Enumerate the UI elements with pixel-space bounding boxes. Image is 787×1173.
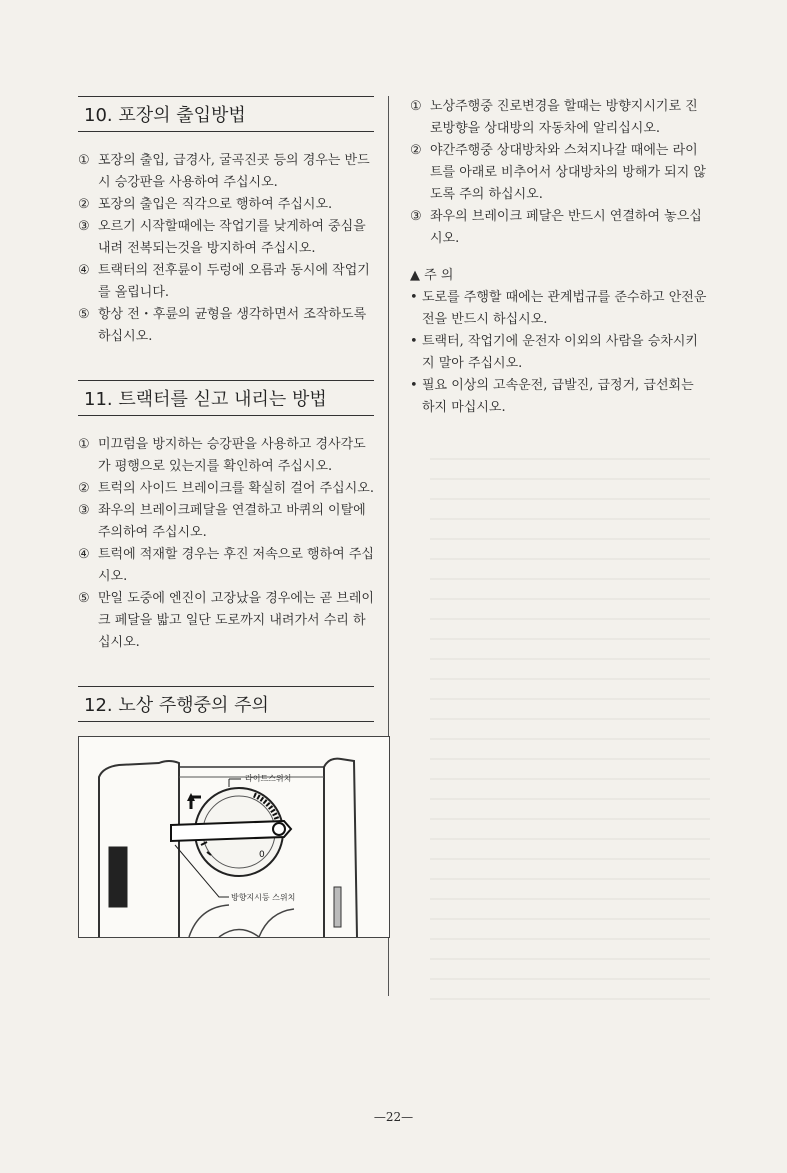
list-item: ② 트럭의 사이드 브레이크를 확실히 걸어 주십시오. <box>78 481 374 496</box>
list-item: ① 미끄럼을 방지하는 승강판을 사용하고 경사각도가 평행으로 있는지를 확인하여 주십시오. <box>78 437 366 474</box>
section-12-title: 12. 노상 주행중의 주의 <box>78 686 374 722</box>
section-11-title: 11. 트랙터를 싣고 내리는 방법 <box>78 380 374 416</box>
bleed-through-text <box>430 440 710 1000</box>
section-10-list <box>78 150 374 348</box>
page-number: —22— <box>373 1110 414 1124</box>
caution-item: • 트랙터, 작업기에 운전자 이외의 사람을 승차시키지 말아 주십시오. <box>410 334 698 371</box>
right-column <box>410 96 710 419</box>
left-column <box>78 96 374 938</box>
turn-signal-switch-label: 방향지시등 스위치 <box>231 893 296 902</box>
list-item: ③ 오르기 시작할때에는 작업기를 낮게하여 중심을 내려 전복되는것을 방지하여 주십시오. <box>78 219 366 256</box>
list-item: ① 노상주행중 진로변경을 할때는 방향지시기로 진로방향을 상대방의 자동차에 알리십시오. <box>410 99 698 136</box>
list-item: ④ 트럭에 적재할 경우는 후진 저속으로 행하여 주십시오. <box>78 547 374 584</box>
list-item: ③ 좌우의 브레이크페달을 연결하고 바퀴의 이탈에 주의하여 주십시오. <box>78 503 366 540</box>
svg-text:0: 0 <box>259 850 265 860</box>
list-item: ① 포장의 출입, 급경사, 굴곡진곳 등의 경우는 반드시 승강판을 사용하여 주십시오. <box>78 153 370 190</box>
list-item: ④ 트랙터의 전후륜이 두렁에 오름과 동시에 작업기를 올립니다. <box>78 263 370 300</box>
light-switch-label: 라이트스위치 <box>245 774 292 783</box>
section-11-list <box>78 434 374 654</box>
caution-list <box>410 287 710 419</box>
list-item: ⑤ 만일 도중에 엔진이 고장났을 경우에는 곧 브레이크 페달을 밟고 일단 도로까지 내려가서 수리 하십시오. <box>78 591 374 650</box>
section-10-title: 10. 포장의 출입방법 <box>78 96 374 132</box>
dashboard-illustration <box>79 737 389 937</box>
caution-item: • 필요 이상의 고속운전, 급발진, 급정거, 급선회는 하지 마십시오. <box>410 378 694 415</box>
list-item: ⑤ 항상 전・후륜의 균형을 생각하면서 조작하도록 하십시오. <box>78 307 367 344</box>
caution-item: • 도로를 주행할 때에는 관계법규를 준수하고 안전운전을 반드시 하십시오. <box>410 290 707 327</box>
list-item: ② 포장의 출입은 직각으로 행하여 주십시오. <box>78 197 333 212</box>
caution-heading: ▲ 주 의 <box>410 268 454 283</box>
list-item: ③ 좌우의 브레이크 페달은 반드시 연결하여 놓으십시오. <box>410 209 702 246</box>
section-12-list <box>410 96 710 250</box>
light-switch-figure <box>78 736 390 938</box>
list-item: ② 야간주행중 상대방차와 스쳐지나갈 때에는 라이트를 아래로 비추어서 상대방차의 방해가 되지 않도록 주의 하십시오. <box>410 143 706 202</box>
